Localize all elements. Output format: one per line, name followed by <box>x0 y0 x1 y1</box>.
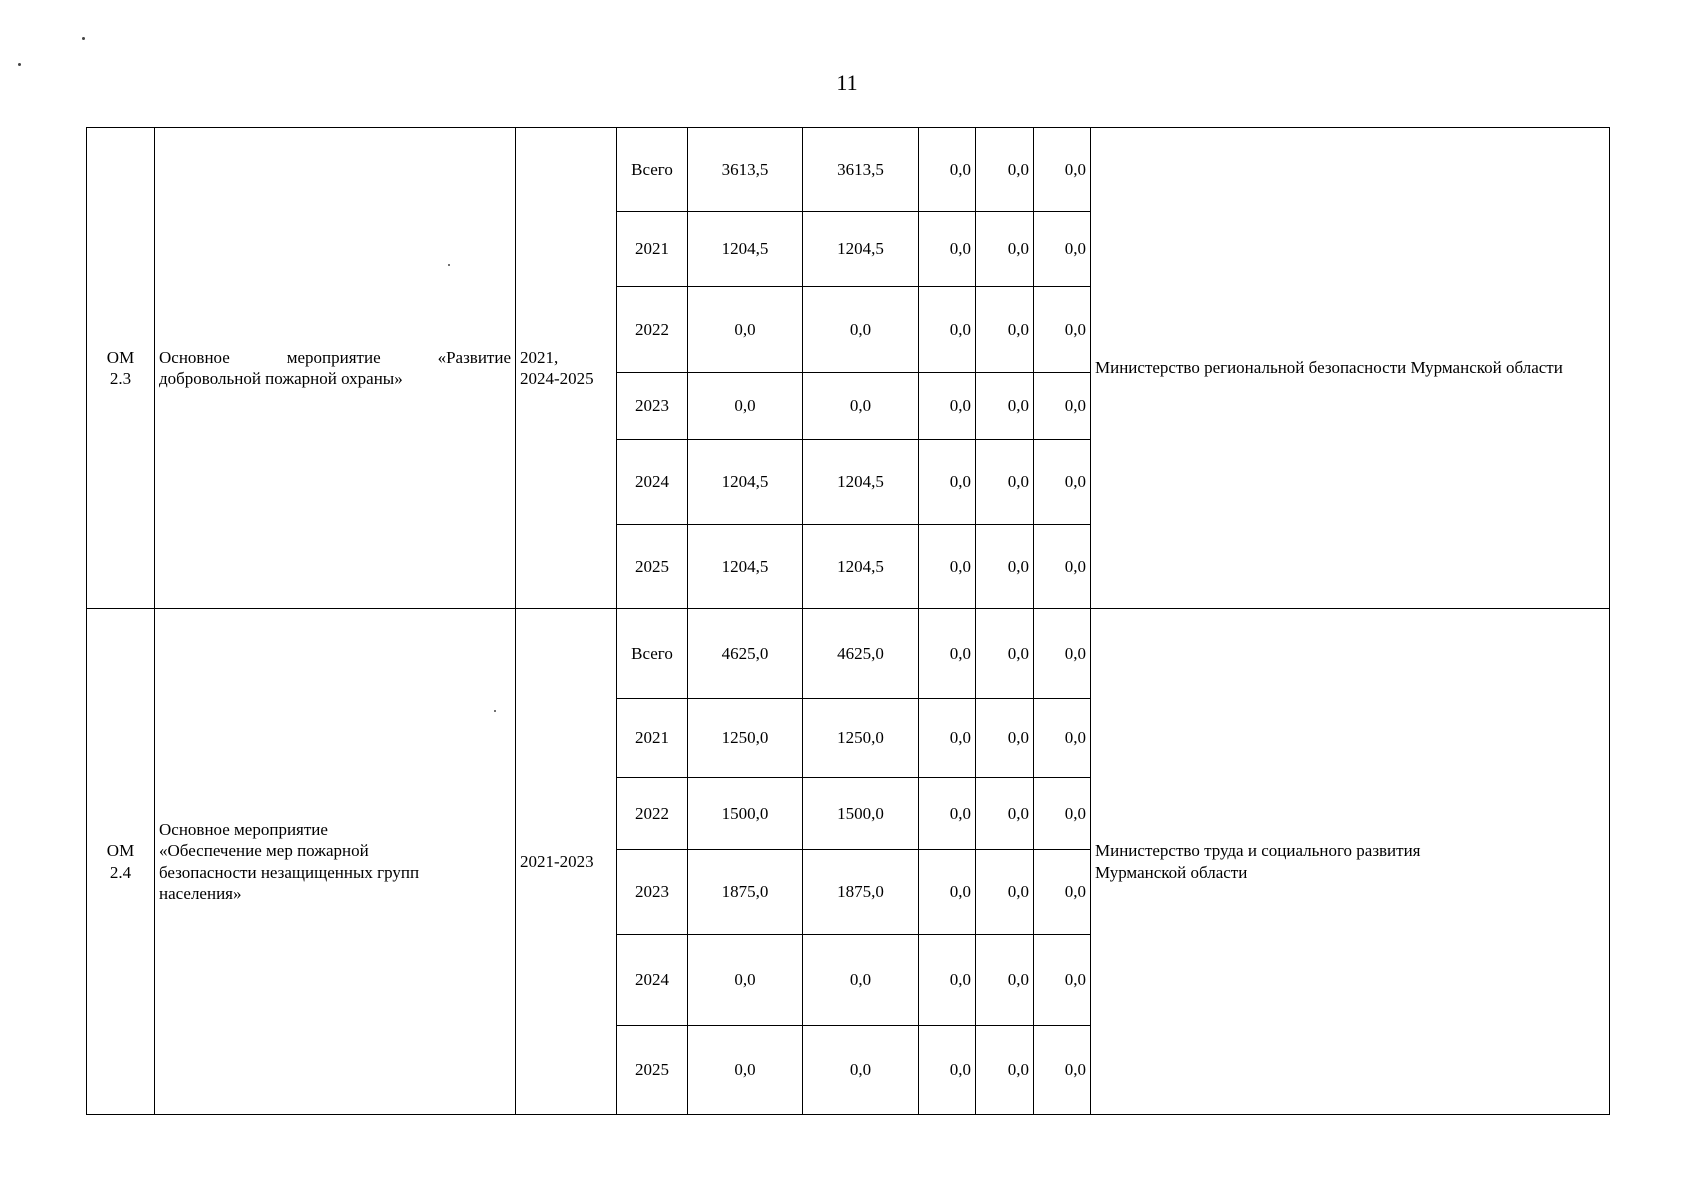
total-value: 3613,5 <box>688 128 803 212</box>
total-value: 4625,0 <box>688 609 803 699</box>
value-col-4: 0,0 <box>976 935 1034 1026</box>
year-cell: Всего <box>617 609 688 699</box>
value-col-5: 0,0 <box>1034 440 1091 525</box>
total-value: 1500,0 <box>688 778 803 850</box>
value-col-4: 0,0 <box>976 287 1034 373</box>
value-col-3: 0,0 <box>919 212 976 287</box>
year-cell: 2023 <box>617 373 688 440</box>
year-cell: 2021 <box>617 699 688 778</box>
value-col-4: 0,0 <box>976 128 1034 212</box>
value-col-3: 0,0 <box>919 525 976 609</box>
value-col-3: 0,0 <box>919 699 976 778</box>
value-col-5: 0,0 <box>1034 850 1091 935</box>
regional-budget-value: 1875,0 <box>803 850 919 935</box>
value-col-4: 0,0 <box>976 850 1034 935</box>
value-col-3: 0,0 <box>919 1026 976 1115</box>
value-col-4: 0,0 <box>976 699 1034 778</box>
regional-budget-value: 1204,5 <box>803 525 919 609</box>
value-col-5: 0,0 <box>1034 373 1091 440</box>
value-col-4: 0,0 <box>976 525 1034 609</box>
value-col-3: 0,0 <box>919 935 976 1026</box>
table-row <box>87 609 1610 699</box>
scan-speck <box>82 37 85 40</box>
scan-speck <box>494 710 496 712</box>
year-cell: 2021 <box>617 212 688 287</box>
value-col-3: 0,0 <box>919 778 976 850</box>
total-value: 0,0 <box>688 287 803 373</box>
total-value: 0,0 <box>688 373 803 440</box>
total-value: 1875,0 <box>688 850 803 935</box>
year-cell: 2025 <box>617 1026 688 1115</box>
value-col-5: 0,0 <box>1034 287 1091 373</box>
regional-budget-value: 0,0 <box>803 287 919 373</box>
year-cell: 2025 <box>617 525 688 609</box>
year-cell: 2022 <box>617 778 688 850</box>
regional-budget-value: 1250,0 <box>803 699 919 778</box>
scan-speck <box>448 264 450 266</box>
value-col-4: 0,0 <box>976 212 1034 287</box>
value-col-5: 0,0 <box>1034 212 1091 287</box>
measure-term: 2021-2023 <box>516 609 617 1115</box>
value-col-5: 0,0 <box>1034 778 1091 850</box>
regional-budget-value: 0,0 <box>803 935 919 1026</box>
value-col-5: 0,0 <box>1034 128 1091 212</box>
value-col-3: 0,0 <box>919 373 976 440</box>
value-col-5: 0,0 <box>1034 1026 1091 1115</box>
regional-budget-value: 3613,5 <box>803 128 919 212</box>
year-cell: 2023 <box>617 850 688 935</box>
measure-name: Основное мероприятие «Обеспечение мер пожарной безопасности незащищенных групп населения» <box>155 609 516 1115</box>
value-col-4: 0,0 <box>976 778 1034 850</box>
value-col-4: 0,0 <box>976 440 1034 525</box>
total-value: 0,0 <box>688 935 803 1026</box>
page-number: 11 <box>836 70 858 95</box>
value-col-3: 0,0 <box>919 128 976 212</box>
measure-name: Основное мероприятие «Развитие добровольной пожарной охраны» <box>155 128 516 609</box>
measure-code: ОМ 2.3 <box>87 128 155 609</box>
regional-budget-value: 1204,5 <box>803 440 919 525</box>
value-col-5: 0,0 <box>1034 699 1091 778</box>
value-col-5: 0,0 <box>1034 609 1091 699</box>
value-col-4: 0,0 <box>976 1026 1034 1115</box>
value-col-4: 0,0 <box>976 373 1034 440</box>
total-value: 1204,5 <box>688 525 803 609</box>
total-value: 1204,5 <box>688 212 803 287</box>
year-cell: 2024 <box>617 440 688 525</box>
year-cell: Всего <box>617 128 688 212</box>
value-col-3: 0,0 <box>919 850 976 935</box>
regional-budget-value: 0,0 <box>803 1026 919 1115</box>
value-col-5: 0,0 <box>1034 525 1091 609</box>
regional-budget-value: 1500,0 <box>803 778 919 850</box>
total-value: 1204,5 <box>688 440 803 525</box>
regional-budget-value: 1204,5 <box>803 212 919 287</box>
executor: Министерство труда и социального развития Мурманской области <box>1091 609 1610 1115</box>
total-value: 1250,0 <box>688 699 803 778</box>
regional-budget-value: 0,0 <box>803 373 919 440</box>
value-col-3: 0,0 <box>919 287 976 373</box>
scan-speck <box>18 63 21 66</box>
total-value: 0,0 <box>688 1026 803 1115</box>
value-col-3: 0,0 <box>919 440 976 525</box>
measure-code: ОМ 2.4 <box>87 609 155 1115</box>
measure-term: 2021, 2024-2025 <box>516 128 617 609</box>
value-col-4: 0,0 <box>976 609 1034 699</box>
regional-budget-value: 4625,0 <box>803 609 919 699</box>
value-col-5: 0,0 <box>1034 935 1091 1026</box>
budget-table <box>86 127 1610 1115</box>
year-cell: 2024 <box>617 935 688 1026</box>
year-cell: 2022 <box>617 287 688 373</box>
value-col-3: 0,0 <box>919 609 976 699</box>
executor: Министерство региональной безопасности Мурманской области <box>1091 128 1610 609</box>
table-row <box>87 128 1610 212</box>
